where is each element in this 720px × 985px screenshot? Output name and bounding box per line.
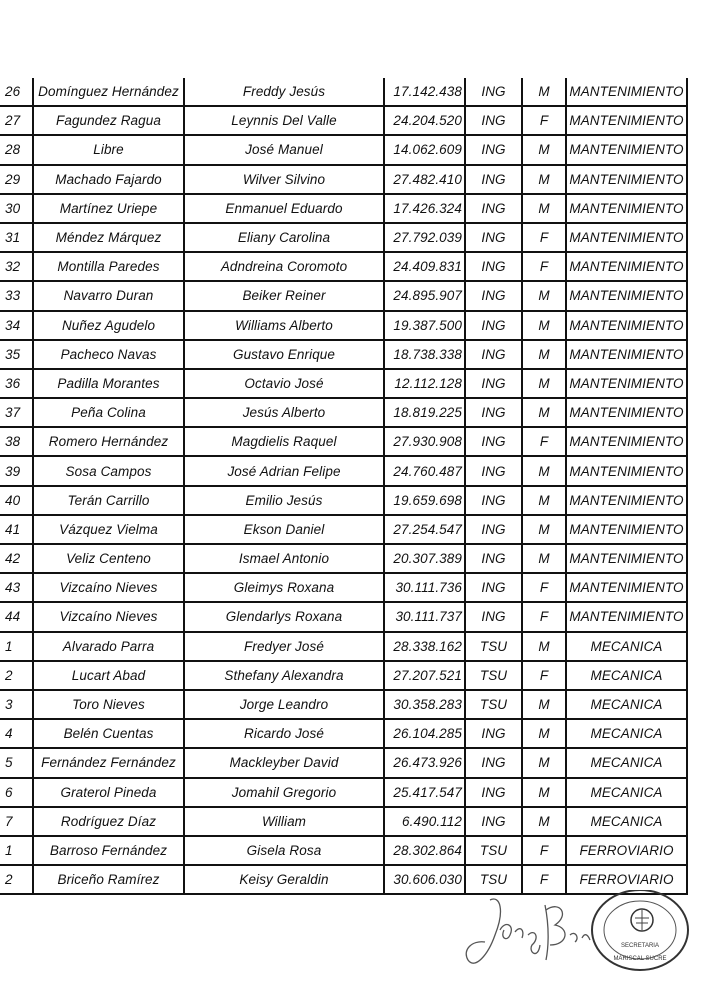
id-number-cell: 6.490.112: [384, 807, 465, 836]
level-cell: ING: [465, 165, 522, 194]
id-number-cell: 24.760.487: [384, 456, 465, 485]
level-cell: ING: [465, 135, 522, 164]
given-names-cell: Emilio Jesús: [184, 486, 384, 515]
surname-cell: Libre: [33, 135, 184, 164]
id-number-cell: 18.819.225: [384, 398, 465, 427]
row-number: 3: [0, 690, 33, 719]
given-names-cell: Gustavo Enrique: [184, 340, 384, 369]
sex-cell: M: [522, 632, 566, 661]
level-cell: ING: [465, 427, 522, 456]
id-number-cell: 18.738.338: [384, 340, 465, 369]
department-cell: MANTENIMIENTO: [566, 194, 687, 223]
surname-cell: Romero Hernández: [33, 427, 184, 456]
table-row: [0, 486, 687, 515]
table-row: [0, 719, 687, 748]
id-number-cell: 27.482.410: [384, 165, 465, 194]
department-cell: MECANICA: [566, 807, 687, 836]
sex-cell: M: [522, 194, 566, 223]
level-cell: ING: [465, 515, 522, 544]
id-number-cell: 12.112.128: [384, 369, 465, 398]
id-number-cell: 28.302.864: [384, 836, 465, 865]
handwritten-signature-icon: [460, 890, 700, 980]
surname-cell: Sosa Campos: [33, 456, 184, 485]
department-cell: MANTENIMIENTO: [566, 456, 687, 485]
department-cell: MANTENIMIENTO: [566, 252, 687, 281]
level-cell: ING: [465, 398, 522, 427]
surname-cell: Pacheco Navas: [33, 340, 184, 369]
id-number-cell: 19.659.698: [384, 486, 465, 515]
row-number: 5: [0, 748, 33, 777]
id-number-cell: 27.254.547: [384, 515, 465, 544]
table-row: [0, 78, 687, 106]
surname-cell: Montilla Paredes: [33, 252, 184, 281]
given-names-cell: Fredyer José: [184, 632, 384, 661]
sex-cell: M: [522, 340, 566, 369]
row-number: 1: [0, 632, 33, 661]
given-names-cell: Leynnis Del Valle: [184, 106, 384, 135]
department-cell: MANTENIMIENTO: [566, 369, 687, 398]
surname-cell: Fernández Fernández: [33, 748, 184, 777]
student-roster-table: [0, 78, 688, 895]
table-row: [0, 661, 687, 690]
level-cell: ING: [465, 456, 522, 485]
table-row: [0, 311, 687, 340]
row-number: 40: [0, 486, 33, 515]
surname-cell: Fagundez Ragua: [33, 106, 184, 135]
department-cell: FERROVIARIO: [566, 865, 687, 894]
given-names-cell: Ekson Daniel: [184, 515, 384, 544]
department-cell: MANTENIMIENTO: [566, 106, 687, 135]
table-row: [0, 223, 687, 252]
sex-cell: M: [522, 807, 566, 836]
row-number: 34: [0, 311, 33, 340]
surname-cell: Alvarado Parra: [33, 632, 184, 661]
row-number: 33: [0, 281, 33, 310]
sex-cell: M: [522, 369, 566, 398]
given-names-cell: José Adrian Felipe: [184, 456, 384, 485]
level-cell: ING: [465, 369, 522, 398]
department-cell: MANTENIMIENTO: [566, 427, 687, 456]
given-names-cell: Mackleyber David: [184, 748, 384, 777]
surname-cell: Briceño Ramírez: [33, 865, 184, 894]
id-number-cell: 17.142.438: [384, 78, 465, 106]
table-row: [0, 106, 687, 135]
table-row: [0, 573, 687, 602]
level-cell: ING: [465, 106, 522, 135]
department-cell: MANTENIMIENTO: [566, 573, 687, 602]
level-cell: ING: [465, 194, 522, 223]
sex-cell: F: [522, 602, 566, 631]
id-number-cell: 27.792.039: [384, 223, 465, 252]
row-number: 39: [0, 456, 33, 485]
table-row: [0, 252, 687, 281]
given-names-cell: Enmanuel Eduardo: [184, 194, 384, 223]
sex-cell: F: [522, 573, 566, 602]
surname-cell: Navarro Duran: [33, 281, 184, 310]
level-cell: ING: [465, 252, 522, 281]
level-cell: ING: [465, 748, 522, 777]
department-cell: MANTENIMIENTO: [566, 135, 687, 164]
level-cell: ING: [465, 719, 522, 748]
student-roster-sheet: [0, 78, 688, 895]
id-number-cell: 27.930.908: [384, 427, 465, 456]
department-cell: MANTENIMIENTO: [566, 515, 687, 544]
sex-cell: M: [522, 165, 566, 194]
department-cell: MECANICA: [566, 719, 687, 748]
id-number-cell: 30.358.283: [384, 690, 465, 719]
given-names-cell: Beiker Reiner: [184, 281, 384, 310]
sex-cell: F: [522, 106, 566, 135]
surname-cell: Vizcaíno Nieves: [33, 602, 184, 631]
signature-and-stamp: [460, 890, 700, 980]
surname-cell: Machado Fajardo: [33, 165, 184, 194]
given-names-cell: Magdielis Raquel: [184, 427, 384, 456]
given-names-cell: Jorge Leandro: [184, 690, 384, 719]
level-cell: TSU: [465, 836, 522, 865]
level-cell: TSU: [465, 690, 522, 719]
level-cell: ING: [465, 486, 522, 515]
surname-cell: Vizcaíno Nieves: [33, 573, 184, 602]
row-number: 2: [0, 865, 33, 894]
row-number: 2: [0, 661, 33, 690]
table-row: [0, 398, 687, 427]
department-cell: MECANICA: [566, 661, 687, 690]
given-names-cell: Jomahil Gregorio: [184, 778, 384, 807]
surname-cell: Padilla Morantes: [33, 369, 184, 398]
level-cell: TSU: [465, 632, 522, 661]
row-number: 42: [0, 544, 33, 573]
id-number-cell: 30.606.030: [384, 865, 465, 894]
sex-cell: M: [522, 778, 566, 807]
department-cell: MANTENIMIENTO: [566, 281, 687, 310]
table-row: [0, 544, 687, 573]
level-cell: ING: [465, 78, 522, 106]
department-cell: MANTENIMIENTO: [566, 340, 687, 369]
level-cell: ING: [465, 602, 522, 631]
level-cell: ING: [465, 807, 522, 836]
surname-cell: Graterol Pineda: [33, 778, 184, 807]
level-cell: ING: [465, 311, 522, 340]
level-cell: ING: [465, 544, 522, 573]
id-number-cell: 19.387.500: [384, 311, 465, 340]
sex-cell: F: [522, 252, 566, 281]
surname-cell: Terán Carrillo: [33, 486, 184, 515]
surname-cell: Toro Nieves: [33, 690, 184, 719]
table-row: [0, 748, 687, 777]
stamp-mariscal-sucre-text: MARISCAL SUCRE: [613, 956, 667, 962]
department-cell: MANTENIMIENTO: [566, 544, 687, 573]
surname-cell: Barroso Fernández: [33, 836, 184, 865]
sex-cell: M: [522, 486, 566, 515]
sex-cell: M: [522, 281, 566, 310]
id-number-cell: 30.111.737: [384, 602, 465, 631]
department-cell: MANTENIMIENTO: [566, 311, 687, 340]
row-number: 36: [0, 369, 33, 398]
sex-cell: F: [522, 865, 566, 894]
department-cell: MECANICA: [566, 690, 687, 719]
department-cell: MANTENIMIENTO: [566, 223, 687, 252]
given-names-cell: Freddy Jesús: [184, 78, 384, 106]
sex-cell: M: [522, 456, 566, 485]
level-cell: TSU: [465, 661, 522, 690]
stamp-secretaria-text: SECRETARIA: [621, 943, 659, 949]
given-names-cell: William: [184, 807, 384, 836]
table-row: [0, 778, 687, 807]
surname-cell: Domínguez Hernández: [33, 78, 184, 106]
sex-cell: F: [522, 223, 566, 252]
sex-cell: F: [522, 836, 566, 865]
given-names-cell: Jesús Alberto: [184, 398, 384, 427]
sex-cell: M: [522, 515, 566, 544]
department-cell: MANTENIMIENTO: [566, 602, 687, 631]
sex-cell: M: [522, 398, 566, 427]
row-number: 32: [0, 252, 33, 281]
id-number-cell: 17.426.324: [384, 194, 465, 223]
table-row: [0, 602, 687, 631]
level-cell: TSU: [465, 865, 522, 894]
row-number: 30: [0, 194, 33, 223]
given-names-cell: Williams Alberto: [184, 311, 384, 340]
given-names-cell: Ricardo José: [184, 719, 384, 748]
table-row: [0, 515, 687, 544]
given-names-cell: Wilver Silvino: [184, 165, 384, 194]
row-number: 29: [0, 165, 33, 194]
row-number: 35: [0, 340, 33, 369]
id-number-cell: 30.111.736: [384, 573, 465, 602]
row-number: 31: [0, 223, 33, 252]
table-row: [0, 427, 687, 456]
table-row: [0, 165, 687, 194]
given-names-cell: José Manuel: [184, 135, 384, 164]
department-cell: MANTENIMIENTO: [566, 398, 687, 427]
row-number: 41: [0, 515, 33, 544]
surname-cell: Peña Colina: [33, 398, 184, 427]
row-number: 26: [0, 78, 33, 106]
level-cell: ING: [465, 573, 522, 602]
table-row: [0, 281, 687, 310]
row-number: 37: [0, 398, 33, 427]
sex-cell: F: [522, 427, 566, 456]
surname-cell: Nuñez Agudelo: [33, 311, 184, 340]
given-names-cell: Octavio José: [184, 369, 384, 398]
row-number: 4: [0, 719, 33, 748]
id-number-cell: 26.473.926: [384, 748, 465, 777]
given-names-cell: Gisela Rosa: [184, 836, 384, 865]
given-names-cell: Ismael Antonio: [184, 544, 384, 573]
department-cell: FERROVIARIO: [566, 836, 687, 865]
row-number: 43: [0, 573, 33, 602]
id-number-cell: 25.417.547: [384, 778, 465, 807]
sex-cell: M: [522, 690, 566, 719]
official-stamp-icon: [592, 890, 688, 970]
given-names-cell: Gleimys Roxana: [184, 573, 384, 602]
id-number-cell: 26.104.285: [384, 719, 465, 748]
department-cell: MECANICA: [566, 748, 687, 777]
table-row: [0, 632, 687, 661]
given-names-cell: Glendarlys Roxana: [184, 602, 384, 631]
level-cell: ING: [465, 340, 522, 369]
id-number-cell: 28.338.162: [384, 632, 465, 661]
sex-cell: M: [522, 135, 566, 164]
given-names-cell: Adndreina Coromoto: [184, 252, 384, 281]
department-cell: MANTENIMIENTO: [566, 78, 687, 106]
surname-cell: Martínez Uriepe: [33, 194, 184, 223]
table-row: [0, 135, 687, 164]
table-row: [0, 807, 687, 836]
given-names-cell: Keisy Geraldin: [184, 865, 384, 894]
table-row: [0, 456, 687, 485]
department-cell: MECANICA: [566, 778, 687, 807]
department-cell: MECANICA: [566, 632, 687, 661]
sex-cell: M: [522, 748, 566, 777]
row-number: 44: [0, 602, 33, 631]
table-row: [0, 369, 687, 398]
id-number-cell: 24.409.831: [384, 252, 465, 281]
id-number-cell: 20.307.389: [384, 544, 465, 573]
level-cell: ING: [465, 223, 522, 252]
sex-cell: M: [522, 719, 566, 748]
given-names-cell: Eliany Carolina: [184, 223, 384, 252]
sex-cell: M: [522, 311, 566, 340]
given-names-cell: Sthefany Alexandra: [184, 661, 384, 690]
id-number-cell: 24.895.907: [384, 281, 465, 310]
row-number: 28: [0, 135, 33, 164]
table-row: [0, 340, 687, 369]
level-cell: ING: [465, 778, 522, 807]
surname-cell: Belén Cuentas: [33, 719, 184, 748]
surname-cell: Lucart Abad: [33, 661, 184, 690]
surname-cell: Rodríguez Díaz: [33, 807, 184, 836]
row-number: 27: [0, 106, 33, 135]
id-number-cell: 14.062.609: [384, 135, 465, 164]
department-cell: MANTENIMIENTO: [566, 486, 687, 515]
department-cell: MANTENIMIENTO: [566, 165, 687, 194]
row-number: 1: [0, 836, 33, 865]
sex-cell: F: [522, 661, 566, 690]
row-number: 6: [0, 778, 33, 807]
table-row: [0, 690, 687, 719]
id-number-cell: 24.204.520: [384, 106, 465, 135]
id-number-cell: 27.207.521: [384, 661, 465, 690]
level-cell: ING: [465, 281, 522, 310]
row-number: 38: [0, 427, 33, 456]
sex-cell: M: [522, 544, 566, 573]
surname-cell: Vázquez Vielma: [33, 515, 184, 544]
surname-cell: Méndez Márquez: [33, 223, 184, 252]
surname-cell: Veliz Centeno: [33, 544, 184, 573]
sex-cell: M: [522, 78, 566, 106]
table-row: [0, 194, 687, 223]
table-row: [0, 836, 687, 865]
row-number: 7: [0, 807, 33, 836]
